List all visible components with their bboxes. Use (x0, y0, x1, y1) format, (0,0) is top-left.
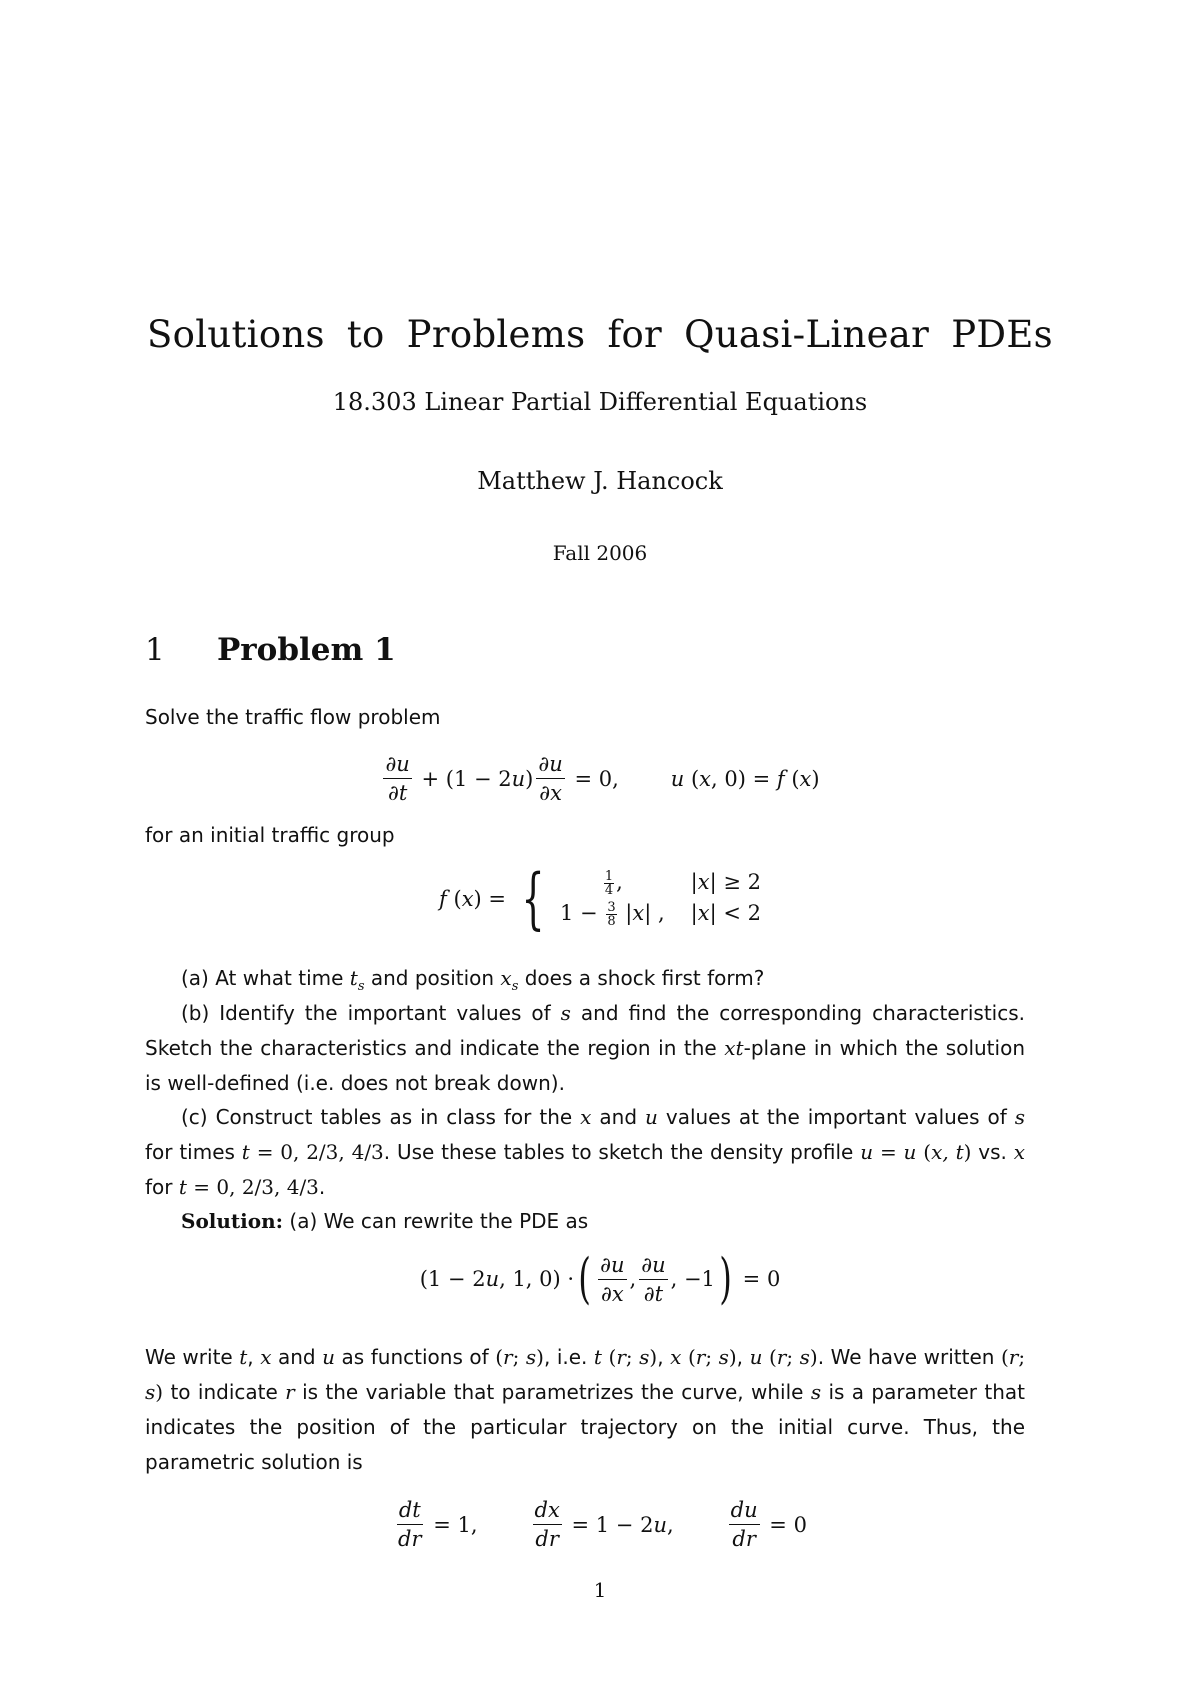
part-b-question: (b) Identify the important values of s and find the corresponding characteristics. Sketch the characteristics and indicate the region in the xt-plane in which the solution is well-defined (i.e. does not break down). (145, 1001, 1026, 1095)
course-subtitle: 18.303 Linear Partial Differential Equations (332, 388, 868, 416)
paper-date: Fall 2006 (552, 541, 648, 565)
intro-paragraph: Solve the traffic flow problem (145, 705, 441, 729)
solution-label: Solution: (181, 1209, 284, 1233)
section-title: Problem 1 (217, 632, 396, 668)
part-a-question: (a) At what time $t_s$ and position $x_s$ does a shock first form? (181, 966, 765, 994)
page-number: 1 (593, 1578, 607, 1602)
author-name: Matthew J. Hancock (477, 467, 723, 495)
functions-paragraph: We write t, x and u as functions of (r; s), i.e. t (r; s), x (r; s), u (r; s). We have written (r; s) to indicate r is the variable that parametrizes the curve, while s is a parameter that indicates the position of the particular trajectory on the initial curve. Thus, the parametric solution is (145, 1345, 1026, 1474)
section-heading (145, 632, 396, 668)
rewrite-equation: (1 − 2u, 1, 0) · ( $\frac{\partial u}{\partial x}$ , $\frac{\partial u}{\partial t}$ , −1 ) = 0 (419, 1247, 781, 1310)
solution-paragraph (145, 1204, 1025, 1239)
initial-condition-equation: f (x) = { $\frac{1}{4}$ , |x| ≥ 2 1 − $\frac{3}{8}$ |x| , |x| < 2 (439, 860, 761, 937)
part-c-question: (c) Construct tables as in class for the x and u values at the important values of s for times t = 0, 2/3, 4/3. Use these tables to sketch the density profile u = u (x, t) vs. x for t = 0, 2/3, 4/3. (145, 1105, 1026, 1199)
solution-part-a: (a) We can rewrite the PDE as (289, 1209, 589, 1233)
section-number: 1 (145, 632, 165, 668)
paper-title: Solutions to Problems for Quasi-Linear PDEs (147, 313, 1053, 356)
initial-group-paragraph: for an initial traffic group (145, 823, 395, 847)
pde-equation: $\frac{\partial u}{\partial t}$ + (1 − 2u) $\frac{\partial u}{\partial x}$ = 0, u (x, 0) = f (x) (385, 752, 820, 805)
parametric-equations: $\frac{dt}{dr}$ = 1, $\frac{dx}{dr}$ = 1 − 2u, $\frac{du}{dr}$ = 0 (398, 1498, 807, 1551)
